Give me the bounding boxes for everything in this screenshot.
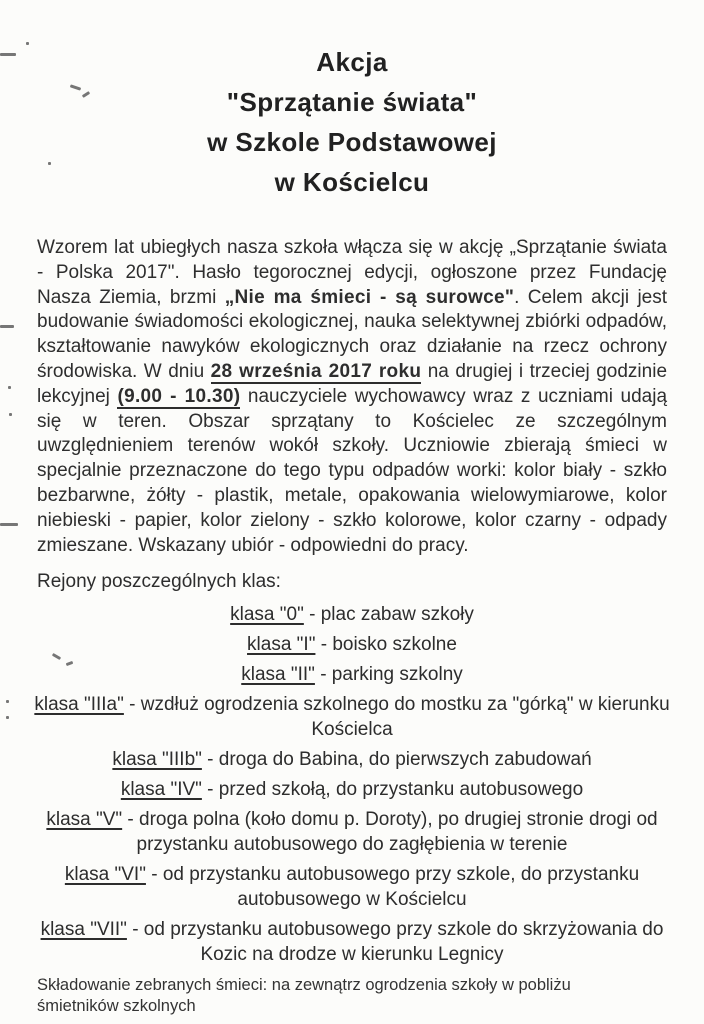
scan-mark <box>0 523 18 526</box>
region-item-label: klasa "II" <box>241 664 315 686</box>
title-line-2: "Sprzątanie świata" <box>226 87 478 117</box>
region-item-text: - boisko szkolne <box>315 634 457 656</box>
paragraph-segment-date: 28 września 2017 roku <box>210 360 422 382</box>
paragraph-segment: na drugiej i trzeciej godzinie lekcyjnej <box>37 360 668 407</box>
region-item-klasa-VI <box>31 862 673 912</box>
region-item-klasa-II <box>31 662 673 687</box>
scan-mark <box>6 716 9 719</box>
region-item-klasa-IV <box>31 777 673 802</box>
title-line-4: w Kościelcu <box>274 167 430 197</box>
region-item-text: - od przystanku autobusowego przy szkole, do przystanku autobusowego w Kościelcu <box>145 864 640 911</box>
region-item-label: klasa "IIIb" <box>112 749 202 771</box>
region-item-klasa-I <box>31 632 673 657</box>
region-item-text: - plac zabaw szkoły <box>303 604 474 626</box>
scan-mark <box>48 162 51 165</box>
region-item-text: - droga polna (koło domu p. Doroty), po drugiej stronie drogi od przystanku autobusowego do zagłębienia w terenie <box>122 809 658 856</box>
region-item-klasa-V <box>31 807 673 857</box>
title-line-1: Akcja <box>316 47 388 77</box>
region-item-klasa-IIIa <box>31 692 673 742</box>
scan-mark <box>26 42 29 45</box>
region-item-label: klasa "IIIa" <box>34 694 124 716</box>
region-item-label: klasa "V" <box>46 809 123 831</box>
paragraph-segment: Wzorem lat ubiegłych nasza szkoła włącza się w akcję „Sprzątanie świata - Polska 2017". Hasło tegorocznej edycji, ogłoszone przez Fundację Nasza Ziemia, brzmi <box>37 237 667 308</box>
scan-mark <box>0 53 16 56</box>
region-item-label: klasa "IV" <box>120 779 202 801</box>
paragraph-segment: . Celem akcji jest budowanie świadomości ekologicznej, nauka selektywnej zbiórki odpadów, kształtowanie nawyków ekologicznych oraz działanie na rzecz ochrony środowiska. W dniu <box>37 286 668 382</box>
paragraph-segment-time: (9.00 - 10.30) <box>117 385 241 407</box>
region-item-label: klasa "I" <box>247 634 316 656</box>
scan-mark <box>9 413 12 416</box>
region-item-text: - parking szkolny <box>314 664 463 686</box>
region-item-label: klasa "VI" <box>64 864 146 886</box>
region-item-klasa-0 <box>31 602 673 627</box>
region-item-label: klasa "VII" <box>40 919 127 941</box>
region-item-text: - od przystanku autobusowego przy szkole do skrzyżowania do Kozic na drodze w kierunku Legnicy <box>126 919 664 966</box>
footer-note: Składowanie zebranych śmieci: na zewnątrz ogrodzenia szkoły w pobliżu śmietników szkolnych <box>37 976 571 1016</box>
paragraph-segment-slogan: „Nie ma śmieci - są surowce" <box>224 286 515 308</box>
region-item-label: klasa "0" <box>230 604 304 626</box>
region-item-klasa-VII <box>31 917 673 967</box>
scan-mark <box>6 700 9 703</box>
title-line-3: w Szkole Podstawowej <box>207 127 497 157</box>
region-item-text: - droga do Babina, do pierwszych zabudowań <box>201 749 592 771</box>
scan-mark <box>0 325 14 328</box>
body-paragraph <box>37 236 667 558</box>
scan-mark <box>8 386 11 389</box>
document-title <box>0 0 704 202</box>
regions-heading: Rejony poszczególnych klas: <box>37 571 281 593</box>
paragraph-segment: nauczyciele wychowawcy wraz z uczniami udają się w teren. Obszar sprzątany to Kościelec ze szczególnym uwzględnieniem terenów wokół szkoły. Uczniowie zbierają śmieci w specjalnie przeznaczone do tego typu odpadów worki: kolor biały - szkło bezbarwne, żółty - plastik, metale, opakowania wielowymiarowe, kolor niebieski - papier, kolor zielony - szkło kolorowe, kolor czarny - odpady zmieszane. Wskazany ubiór - odpowiedni do pracy. <box>37 385 668 556</box>
region-list <box>0 602 704 967</box>
region-item-text: - wzdłuż ogrodzenia szkolnego do mostku za "górką" w kierunku Kościelca <box>123 694 670 741</box>
region-item-klasa-IIIb <box>31 747 673 772</box>
region-item-text: - przed szkołą, do przystanku autobusowego <box>201 779 584 801</box>
